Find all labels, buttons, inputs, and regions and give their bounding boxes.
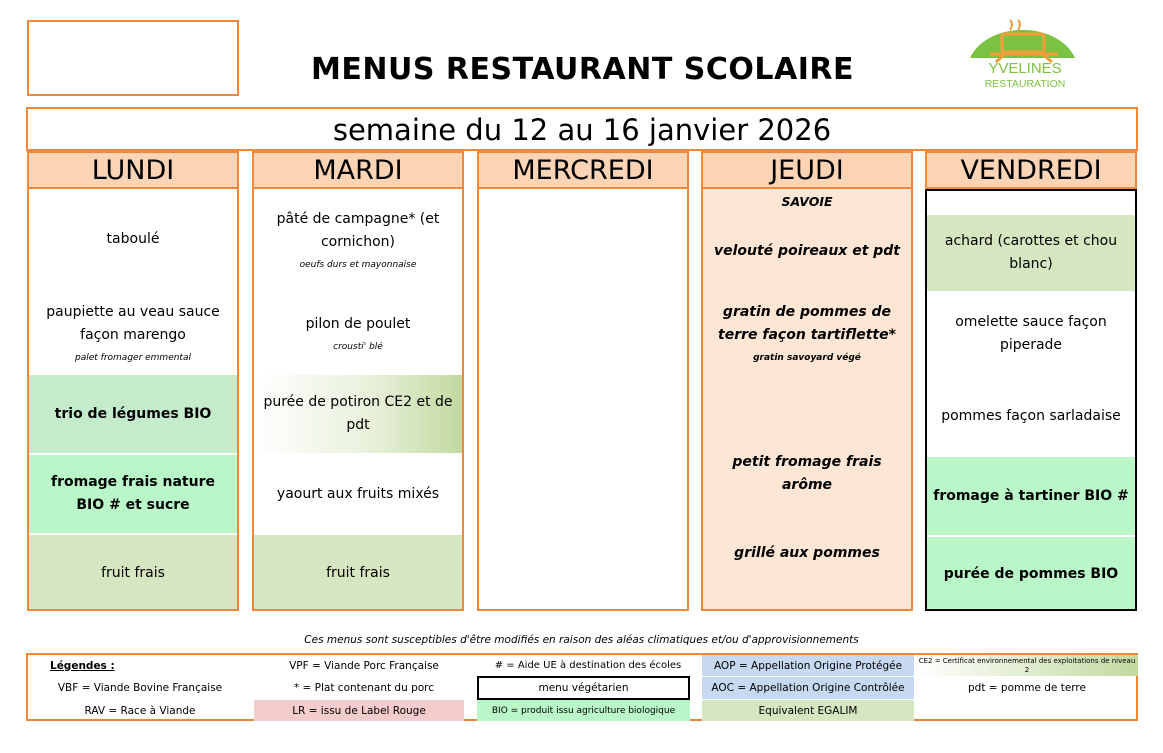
menu-cell-plat: pilon de poulet crousti' blé bbox=[305, 315, 411, 352]
menu-cell-entree: taboulé bbox=[106, 230, 160, 247]
legend-ce2: CE2 = Certificat environnemental des exploitations de niveau 2 bbox=[916, 655, 1138, 676]
menu-cell-dessert: fruit frais bbox=[29, 535, 237, 611]
legend-egalim: Equivalent EGALIM bbox=[702, 700, 914, 721]
day-header-jeudi: JEUDI bbox=[701, 151, 913, 189]
legend-vegetarian: menu végétarien bbox=[477, 676, 690, 700]
legend-rav: RAV = Race à Viande bbox=[84, 704, 196, 717]
vegetarian-alternative: palet fromager emmental bbox=[75, 353, 191, 363]
menu-cell-laitage: fromage à tartiner BIO # bbox=[927, 457, 1135, 535]
vegetarian-alternative: crousti' blé bbox=[333, 341, 383, 352]
logo-icon bbox=[960, 12, 1090, 94]
legend-aide-ue: # = Aide UE à destination des écoles bbox=[494, 660, 682, 671]
legend-porc: * = Plat contenant du porc bbox=[293, 682, 435, 694]
menu-cell-legume: purée de potiron CE2 et de pdt bbox=[254, 375, 462, 453]
menu-cell-entree: pâté de campagne* (et cornichon) oeufs durs et mayonnaise bbox=[276, 211, 440, 270]
menu-cell-plat: gratin de pommes de terre façon tartiflette* gratin savoyard végé bbox=[718, 304, 896, 363]
svg-text:YVELINES: YVELINES bbox=[988, 60, 1062, 77]
menu-cell-dessert: purée de pommes BIO bbox=[927, 537, 1135, 611]
menu-cell-laitage: petit fromage frais arôme bbox=[732, 454, 882, 493]
menu-cell-entree: achard (carottes et chou blanc) bbox=[927, 215, 1135, 291]
page-title: MENUS RESTAURANT SCOLAIRE bbox=[311, 52, 854, 87]
legend-pdt: pdt = pomme de terre bbox=[968, 682, 1086, 694]
legend-label-rouge: LR = issu de Label Rouge bbox=[254, 700, 464, 721]
day-header-vendredi: VENDREDI bbox=[925, 151, 1137, 189]
disclaimer-notice: Ces menus sont susceptibles d'être modifiés en raison des aléas climatiques et/ou d'approvisionnements bbox=[304, 634, 859, 646]
legend-vpf: VPF = Viande Porc Française bbox=[289, 659, 439, 672]
menu-cell-laitage: yaourt aux fruits mixés bbox=[276, 485, 440, 502]
menu-column-lundi bbox=[27, 189, 239, 611]
legend-aop: AOP = Appellation Origine Protégée bbox=[702, 655, 914, 676]
menu-cell-legume: trio de légumes BIO bbox=[29, 375, 237, 453]
menu-cell-plat: omelette sauce façon piperade bbox=[955, 314, 1107, 353]
menu-column-mercredi bbox=[477, 189, 689, 611]
vegetarian-alternative: gratin savoyard végé bbox=[753, 353, 861, 363]
day-header-lundi: LUNDI bbox=[27, 151, 239, 189]
day-header-mercredi: MERCREDI bbox=[477, 151, 689, 189]
logo-placeholder-box bbox=[27, 20, 239, 96]
yvelines-restauration-logo bbox=[960, 12, 1090, 94]
legend-vbf: VBF = Viande Bovine Française bbox=[57, 682, 223, 694]
menu-cell-dessert: fruit frais bbox=[254, 535, 462, 611]
menu-cell-entree: velouté poireaux et pdt bbox=[713, 242, 901, 259]
legend-aoc: AOC = Appellation Origine Contrôlée bbox=[702, 677, 914, 699]
menu-column-vendredi bbox=[925, 189, 1137, 611]
svg-text:RESTAURATION: RESTAURATION bbox=[984, 78, 1066, 90]
theme-label: SAVOIE bbox=[781, 193, 833, 209]
legend-box bbox=[26, 653, 1138, 721]
day-header-mardi: MARDI bbox=[252, 151, 464, 189]
menu-cell-laitage: fromage frais nature BIO # et sucre bbox=[29, 455, 237, 533]
menu-cell-plat: paupiette au veau sauce façon marengo palet fromager emmental bbox=[46, 304, 220, 363]
legend-bio: BIO = produit issu agriculture biologique bbox=[477, 700, 690, 721]
menu-cell-dessert: grillé aux pommes bbox=[734, 544, 880, 561]
menu-column-mardi bbox=[252, 189, 464, 611]
menu-cell-legume: pommes façon sarladaise bbox=[941, 407, 1121, 424]
week-banner: semaine du 12 au 16 janvier 2026 bbox=[26, 107, 1138, 151]
menu-column-jeudi bbox=[701, 189, 913, 611]
legend-title: Légendes : bbox=[50, 659, 115, 672]
vegetarian-alternative: oeufs durs et mayonnaise bbox=[299, 260, 417, 270]
